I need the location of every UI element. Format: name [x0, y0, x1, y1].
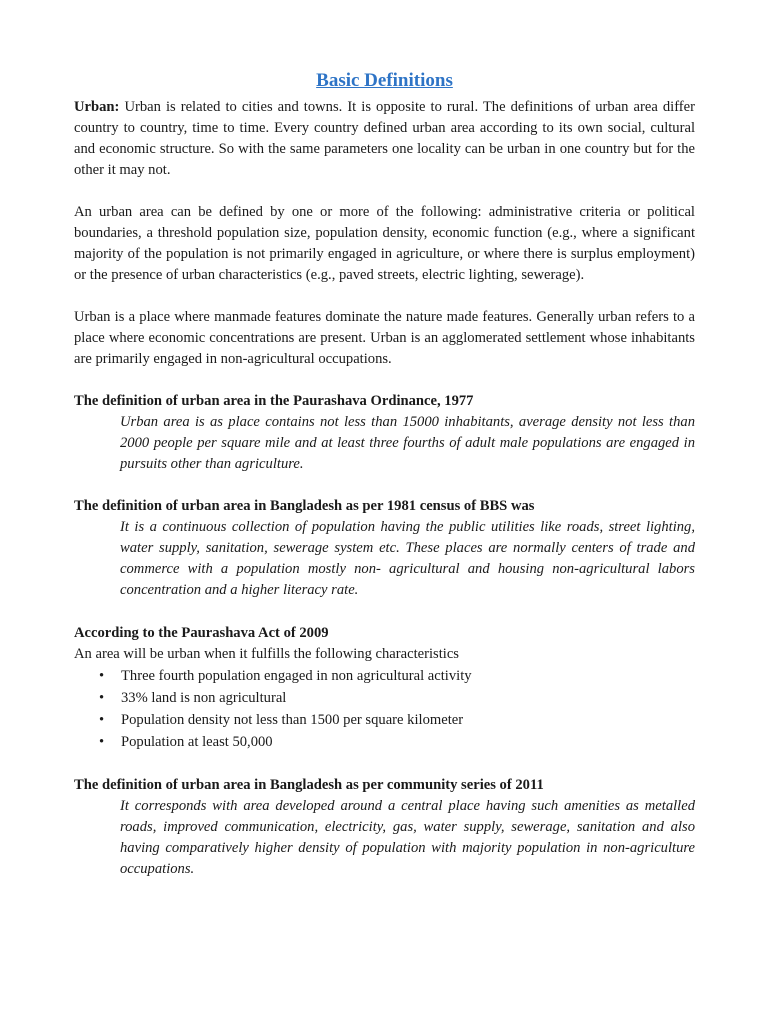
section-heading-2011: The definition of urban area in Bangladesh as per community series of 2011: [74, 777, 544, 793]
section-lead-2009: An area will be urban when it fulfills the following characteristics: [74, 646, 459, 662]
section-quote-2011: It corresponds with area developed around a central place having such amenities as metalled roads, improved communication, electricity, gas, water supply, sewerage, sanitation and also having comparatively higher density of population with majority population in non-agriculture occupations.: [120, 798, 695, 877]
characteristics-list: [74, 665, 695, 753]
intro-term: Urban:: [74, 99, 120, 115]
intro-paragraph: [74, 97, 695, 181]
list-item: [99, 687, 695, 709]
bullet-icon: •: [99, 712, 105, 728]
section-quote-1977: Urban area is as place contains not less than 15000 inhabitants, average density not less than 2000 people per square mile and at least three fourths of adult male populations are engaged in pursuits other than agriculture.: [120, 414, 695, 472]
document-page: [74, 70, 695, 880]
bullet-icon: •: [99, 668, 105, 684]
bullet-icon: •: [99, 734, 105, 750]
section-quote-1981: It is a continuous collection of population having the public utilities like roads, street lighting, water supply, sanitation, sewerage system etc. These places are normally centers of trade and commerce with a population mostly non- agricultural and housing non-agricultural labors concentration and a higher literacy rate.: [120, 519, 695, 598]
document-title: Basic Definitions: [316, 70, 453, 91]
list-item-text: Population density not less than 1500 per square kilometer: [121, 712, 464, 728]
paragraph-criteria: An urban area can be defined by one or more of the following: administrative criteria or political boundaries, a threshold population size, population density, economic function (e.g., where a significant majority of the population is not primarily engaged in agriculture, or where there is surplus employment) or the presence of urban characteristics (e.g., paved streets, electric lighting, sewerage).: [74, 204, 695, 283]
list-item: [99, 731, 695, 753]
section-heading-1977: The definition of urban area in the Paurashava Ordinance, 1977: [74, 393, 474, 409]
list-item-text: Population at least 50,000: [121, 734, 273, 750]
list-item: [99, 665, 695, 687]
list-item-text: Three fourth population engaged in non agricultural activity: [121, 668, 472, 684]
paragraph-manmade: Urban is a place where manmade features dominate the nature made features. Generally urban refers to a place where economic concentrations are present. Urban is an agglomerated settlement whose inhabitants are primarily engaged in non-agricultural occupations.: [74, 309, 695, 367]
list-item: [99, 709, 695, 731]
list-item-text: 33% land is non agricultural: [121, 690, 287, 706]
intro-text: Urban is related to cities and towns. It is opposite to rural. The definitions of urban area differ country to country, time to time. Every country defined urban area according to its own social, cultural and economic structure. So with the same parameters one locality can be urban in one country but for the other it may not.: [74, 99, 695, 178]
section-heading-2009: According to the Paurashava Act of 2009: [74, 625, 329, 641]
bullet-icon: •: [99, 690, 105, 706]
section-heading-1981: The definition of urban area in Bangladesh as per 1981 census of BBS was: [74, 498, 535, 514]
